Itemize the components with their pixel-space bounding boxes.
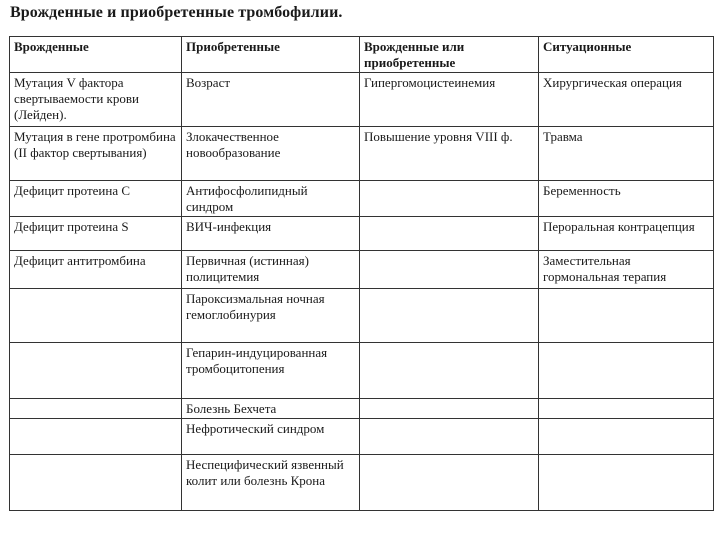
- table-cell: [539, 289, 714, 343]
- table-cell: Дефицит антитромбина: [10, 251, 182, 289]
- table-row: [10, 419, 714, 455]
- table-cell: [539, 343, 714, 399]
- table-cell: Первичная (истинная) полицитемия: [182, 251, 360, 289]
- table-cell: Неспецифический язвенный колит или болезнь Крона: [182, 455, 360, 511]
- table-cell: Гепарин-индуцированная тромбоцитопения: [182, 343, 360, 399]
- header-acquired: Приобретенные: [182, 37, 360, 73]
- table-row: [10, 73, 714, 127]
- table-cell: Возраст: [182, 73, 360, 127]
- table-cell: Беременность: [539, 181, 714, 217]
- table-cell: [10, 399, 182, 419]
- table-cell: Хирургическая операция: [539, 73, 714, 127]
- table-cell: Мутация в гене протромбина (II фактор свертывания): [10, 127, 182, 181]
- table-row: [10, 181, 714, 217]
- table-cell: [10, 289, 182, 343]
- table-row: [10, 455, 714, 511]
- table-cell: Мутация V фактора свертываемости крови (Лейден).: [10, 73, 182, 127]
- table-cell: Травма: [539, 127, 714, 181]
- table-row: [10, 343, 714, 399]
- table-row: [10, 289, 714, 343]
- table-cell: Дефицит протеина S: [10, 217, 182, 251]
- table-cell: Пароксизмальная ночная гемоглобинурия: [182, 289, 360, 343]
- table-row: [10, 127, 714, 181]
- table-cell: Болезнь Бехчета: [182, 399, 360, 419]
- table-row: [10, 217, 714, 251]
- table-cell: [539, 455, 714, 511]
- table-cell: Заместительная гормональная терапия: [539, 251, 714, 289]
- table-cell: [10, 343, 182, 399]
- table-cell: Злокачественное новообразование: [182, 127, 360, 181]
- table-cell: ВИЧ-инфекция: [182, 217, 360, 251]
- table-header-row: [10, 37, 714, 73]
- table-cell: [360, 181, 539, 217]
- table-cell: [360, 217, 539, 251]
- table-row: [10, 251, 714, 289]
- table-cell: [539, 399, 714, 419]
- header-congenital: Врожденные: [10, 37, 182, 73]
- table-cell: Дефицит протеина C: [10, 181, 182, 217]
- table-cell: Нефротический синдром: [182, 419, 360, 455]
- table-cell: [10, 419, 182, 455]
- table-cell: Пероральная контрацепция: [539, 217, 714, 251]
- table-cell: [360, 289, 539, 343]
- table-cell: [360, 251, 539, 289]
- table-cell: [360, 419, 539, 455]
- thrombophilia-table: [9, 36, 714, 511]
- table-cell: Гипергомоцистеинемия: [360, 73, 539, 127]
- table-cell: [539, 419, 714, 455]
- table-row: [10, 399, 714, 419]
- table-cell: [360, 455, 539, 511]
- header-congenital-or-acquired: Врожденные или приобретенные: [360, 37, 539, 73]
- table-cell: [10, 455, 182, 511]
- table-cell: Повышение уровня VIII ф.: [360, 127, 539, 181]
- document-title: Врожденные и приобретенные тромбофилии.: [10, 4, 343, 21]
- table-cell: Антифосфолипидный синдром: [182, 181, 360, 217]
- table-cell: [360, 343, 539, 399]
- table-cell: [360, 399, 539, 419]
- header-situational: Ситуационные: [539, 37, 714, 73]
